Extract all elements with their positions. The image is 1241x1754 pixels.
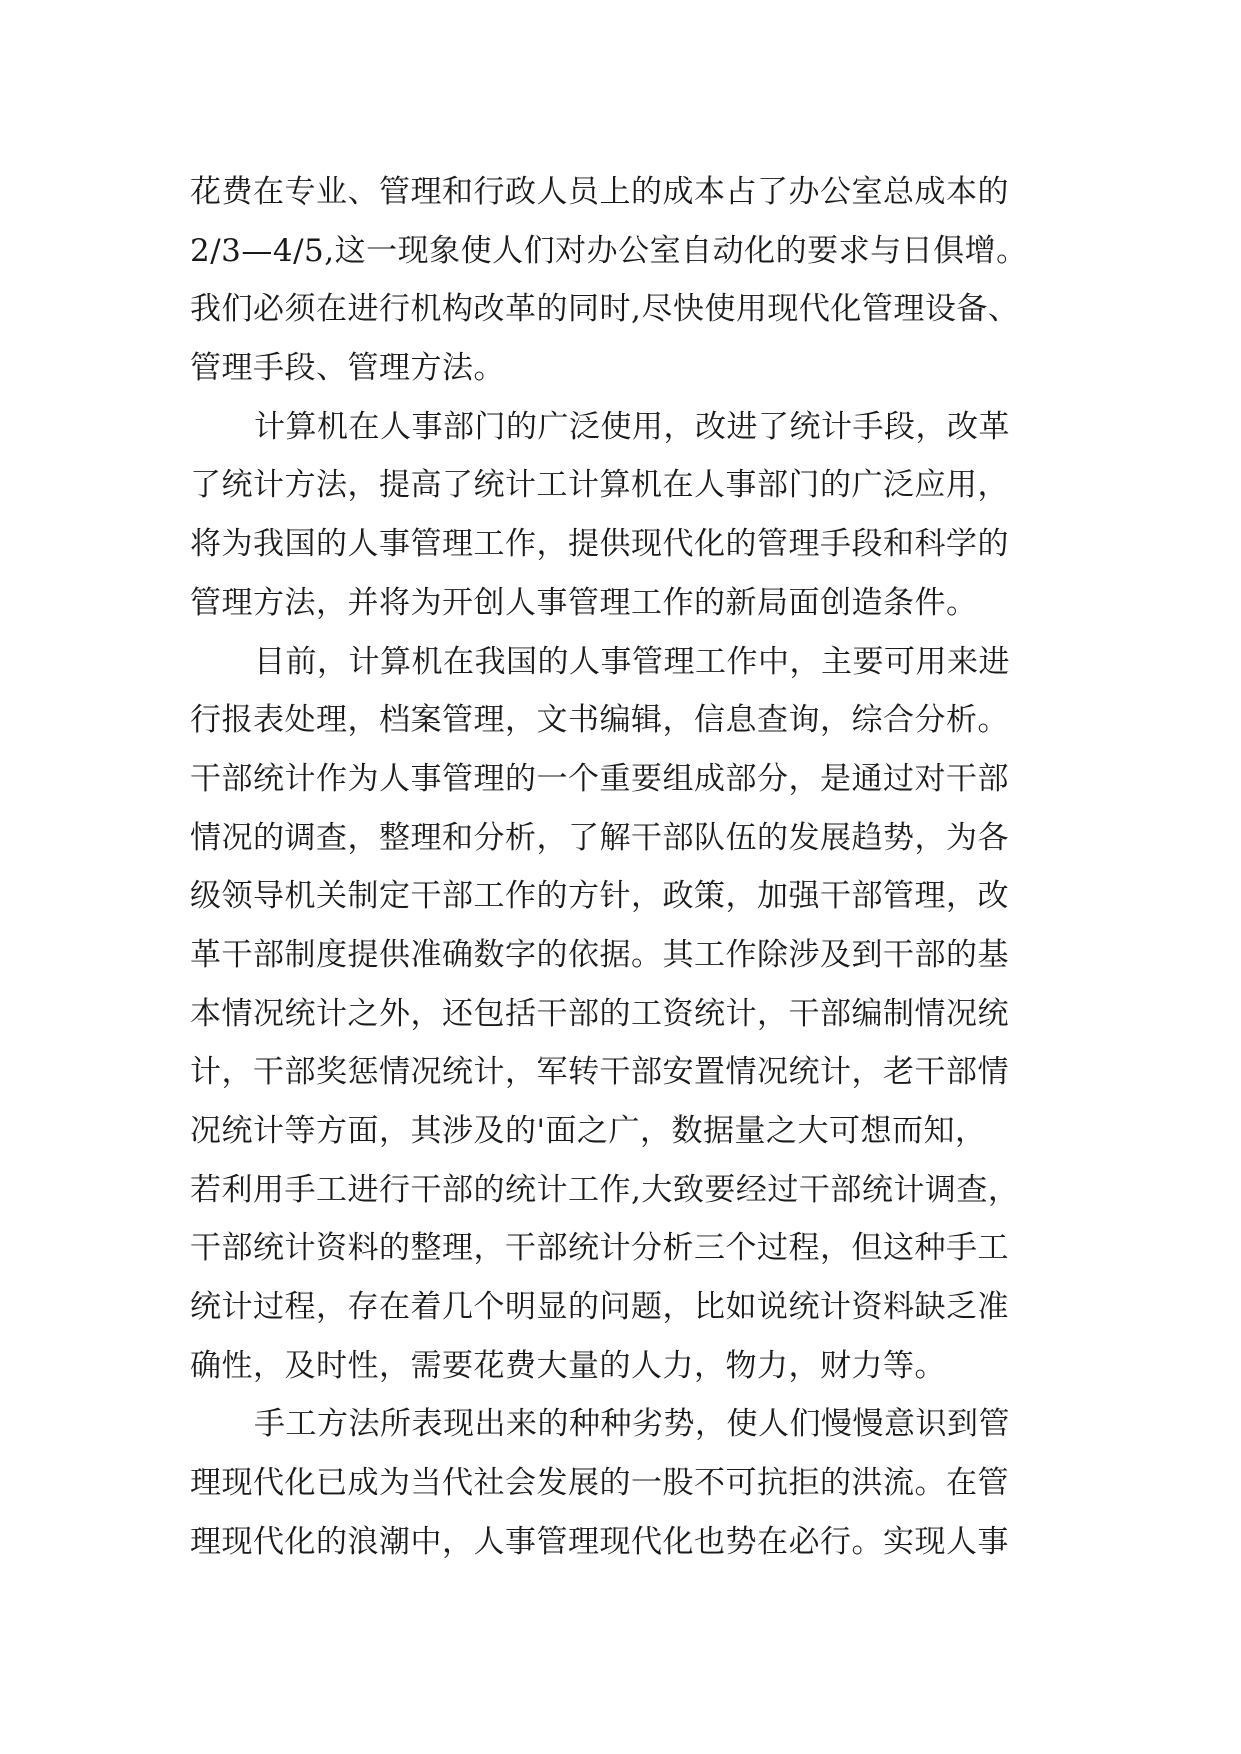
text-line: 管理方法，并将为开创人事管理工作的新局面创造条件。 [190, 584, 978, 621]
text-line: 我们必须在进行机构改革的同时,尽快使用现代化管理设备、 [190, 291, 1020, 328]
text-line: 理现代化已成为当代社会发展的一股不可抗拒的洪流。在管 [190, 1465, 1009, 1502]
body-text [190, 163, 1090, 1572]
text-line: 统计过程，存在着几个明显的问题，比如说统计资料缺乏准 [190, 1289, 1009, 1326]
text-line: 了统计方法，提高了统计工计算机在人事部门的广泛应用， [190, 467, 1009, 504]
text-line: 若利用手工进行干部的统计工作,大致要经过干部统计调查， [190, 1171, 1020, 1208]
text-line: 计，干部奖惩情况统计，军转干部安置情况统计，老干部情 [190, 1054, 1009, 1091]
paragraph-first-line: 目前，计算机在我国的人事管理工作中，主要可用来进 [254, 643, 1010, 680]
text-line: 情况的调查，整理和分析，了解干部队伍的发展趋势，为各 [190, 819, 1009, 856]
text-line: 2/3—4/5,这一现象使人们对办公室自动化的要求与日俱增。 [190, 232, 1028, 269]
text-line: 级领导机关制定干部工作的方针，政策，加强干部管理，改 [190, 878, 1009, 915]
text-line: 确性，及时性，需要花费大量的人力，物力，财力等。 [190, 1347, 946, 1384]
text-line: 本情况统计之外，还包括干部的工资统计，干部编制情况统 [190, 995, 1009, 1032]
text-line: 管理手段、管理方法。 [190, 350, 505, 387]
text-line: 理现代化的浪潮中，人事管理现代化也势在必行。实现人事 [190, 1523, 1009, 1560]
text-line: 革干部制度提供准确数字的依据。其工作除涉及到干部的基 [190, 936, 1009, 973]
text-line: 干部统计资料的整理，干部统计分析三个过程，但这种手工 [190, 1230, 1009, 1267]
paragraph-first-line: 计算机在人事部门的广泛使用，改进了统计手段，改革 [254, 408, 1010, 445]
text-line: 将为我国的人事管理工作，提供现代化的管理手段和科学的 [190, 526, 1009, 563]
paragraph-first-line: 手工方法所表现出来的种种劣势，使人们慢慢意识到管 [254, 1406, 1010, 1443]
text-line: 况统计等方面，其涉及的'面之广，数据量之大可想而知， [190, 1113, 987, 1149]
text-line: 干部统计作为人事管理的一个重要组成部分，是通过对干部 [190, 760, 1009, 797]
text-line: 花费在专业、管理和行政人员上的成本占了办公室总成本的 [190, 174, 1009, 210]
text-line: 行报表处理，档案管理，文书编辑，信息查询，综合分析。 [190, 702, 1009, 739]
